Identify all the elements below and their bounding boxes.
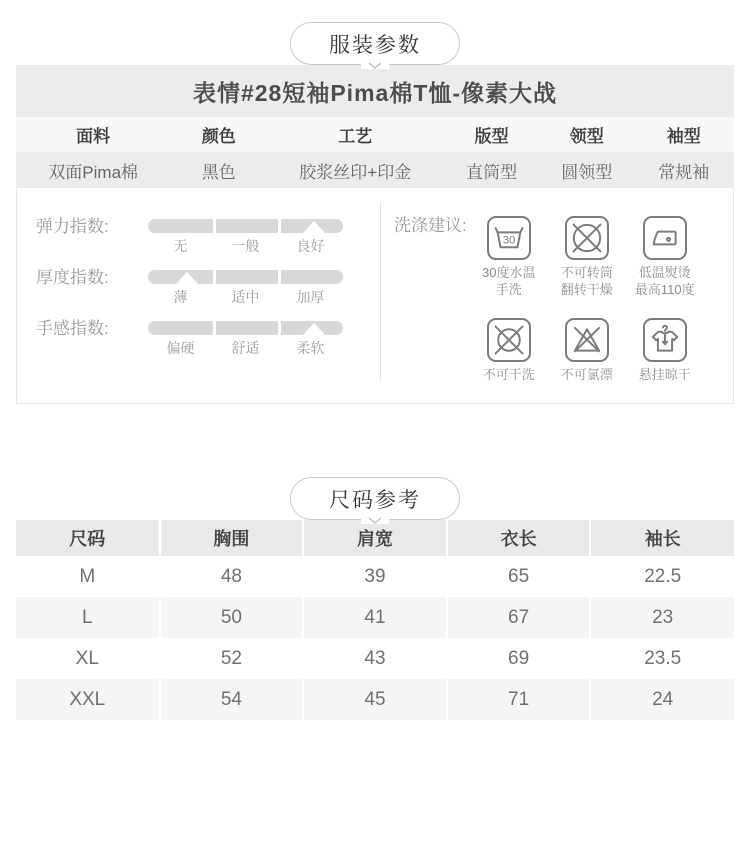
- no-tumble-dry-icon: [570, 221, 604, 255]
- feel-bar: [148, 321, 343, 335]
- size-header-shoulder: 肩宽: [303, 520, 447, 556]
- params-table-block: [16, 65, 734, 404]
- washing-item-no-dry-clean: 不可干洗: [470, 318, 548, 395]
- feel-level-0: 偏硬: [166, 340, 195, 356]
- washing-item-hang-dry: 悬挂晾干: [626, 318, 704, 395]
- washing-item-iron-low: 低温熨烫 最高110度: [626, 216, 704, 310]
- size-pill: [290, 477, 460, 520]
- feel-notch-marker: [303, 323, 325, 335]
- feel-label: 手感指数:: [36, 319, 109, 338]
- washing-item-handwash: 30 30度水温 手洗: [470, 216, 548, 310]
- thickness-level-1: 适中: [231, 289, 260, 305]
- params-section-header: [0, 22, 750, 65]
- washing-pane: [381, 188, 733, 403]
- size-header-size: 尺码: [16, 520, 160, 556]
- elasticity-level-0: 无: [173, 238, 188, 254]
- size-row-xxl: XXL 54 45 71 24: [16, 679, 734, 720]
- params-pill-label: 服装参数: [329, 33, 421, 57]
- size-header-length: 衣长: [447, 520, 591, 556]
- handwash-30-icon: [492, 221, 526, 255]
- elasticity-notch-marker: [303, 221, 325, 233]
- size-table: [16, 520, 734, 720]
- size-section-header: [0, 477, 750, 520]
- elasticity-level-1: 一般: [231, 238, 260, 254]
- attributes-header-row: [16, 117, 734, 152]
- feel-level-1: 舒适: [231, 340, 260, 356]
- washing-label: 洗涤建议:: [394, 216, 467, 235]
- thickness-level-2: 加厚: [296, 289, 325, 305]
- chevron-down-icon: [361, 62, 389, 69]
- thickness-notch-marker: [176, 272, 198, 284]
- size-row-l: L 50 41 67 23: [16, 597, 734, 638]
- feel-indicator: [36, 321, 380, 358]
- feel-level-2: 柔软: [296, 340, 325, 356]
- size-header-chest: 胸围: [160, 520, 304, 556]
- attr-value-collar: 圆领型: [540, 152, 633, 188]
- thickness-indicator: [36, 270, 380, 307]
- attributes-table: [16, 117, 734, 188]
- thickness-label: 厚度指数:: [36, 268, 109, 287]
- attr-header-craft: 工艺: [267, 117, 443, 152]
- svg-text:30: 30: [502, 234, 516, 247]
- attr-value-fit: 直筒型: [443, 152, 540, 188]
- iron-low-temp-icon: [648, 221, 682, 255]
- size-header-sleeve: 袖长: [590, 520, 734, 556]
- product-title: 表情#28短袖Pima棉T恤-像素大战: [16, 65, 734, 117]
- thickness-level-0: 薄: [173, 289, 188, 305]
- chevron-down-icon: [361, 517, 389, 524]
- washing-item-no-bleach: 不可氯漂: [548, 318, 626, 395]
- attr-value-craft: 胶浆丝印+印金: [267, 152, 443, 188]
- attr-header-fit: 版型: [443, 117, 540, 152]
- attr-value-fabric: 双面Pima棉: [16, 152, 170, 188]
- elasticity-indicator: [36, 219, 380, 256]
- attr-header-color: 颜色: [170, 117, 267, 152]
- indicators-pane: [17, 188, 380, 403]
- size-table-block: [16, 520, 734, 720]
- attributes-value-row: [16, 152, 734, 188]
- no-dry-clean-icon: [492, 323, 526, 357]
- size-row-m: M 48 39 65 22.5: [16, 556, 734, 597]
- attr-header-sleeve: 袖型: [633, 117, 734, 152]
- attr-value-sleeve: 常规袖: [633, 152, 734, 188]
- params-pill: [290, 22, 460, 65]
- size-row-xl: XL 52 43 69 23.5: [16, 638, 734, 679]
- size-pill-label: 尺码参考: [329, 488, 421, 512]
- no-bleach-icon: [570, 323, 604, 357]
- attr-value-color: 黑色: [170, 152, 267, 188]
- elasticity-label: 弹力指数:: [36, 217, 109, 236]
- attr-header-collar: 领型: [540, 117, 633, 152]
- size-header-row: [16, 520, 734, 556]
- indicators-washing-panel: [16, 188, 734, 404]
- elasticity-level-2: 良好: [296, 238, 325, 254]
- thickness-bar: [148, 270, 343, 284]
- elasticity-bar: [148, 219, 343, 233]
- hang-dry-icon: [648, 323, 682, 357]
- washing-item-no-tumble-dry: 不可转筒 翻转干燥: [548, 216, 626, 310]
- attr-header-fabric: 面料: [16, 117, 170, 152]
